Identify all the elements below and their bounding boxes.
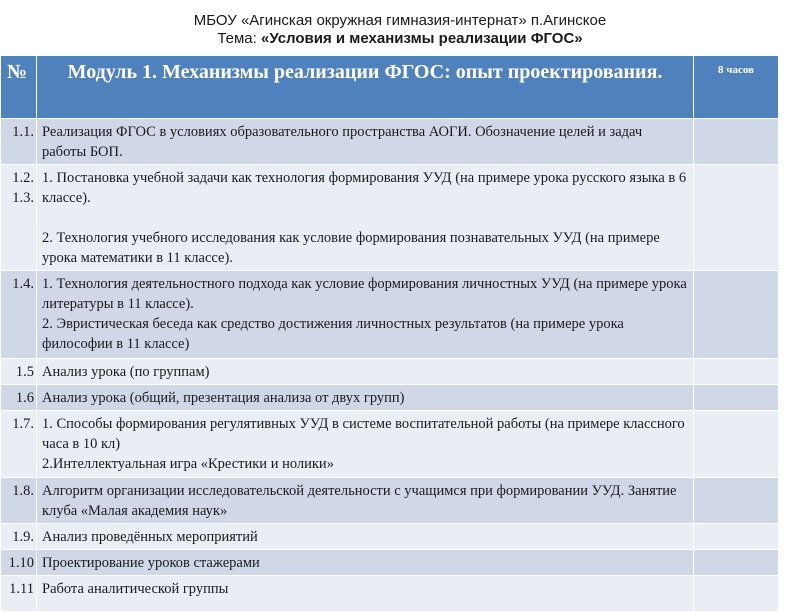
table-row xyxy=(1,550,779,576)
row-text: Реализация ФГОС в условиях образовательного пространства АОГИ. Обозначение целей и задач работы БОП. xyxy=(37,119,694,165)
row-number: 1.1. xyxy=(1,119,37,165)
table-row xyxy=(1,478,779,524)
row-text: Алгоритм организации исследовательской деятельности с учащимся при формировании УУД. Занятие клуба «Малая академия наук» xyxy=(37,478,694,524)
school-name: МБОУ «Агинская окружная гимназия-интернат» п.Агинское xyxy=(193,12,607,29)
module-table xyxy=(0,55,779,612)
row-hours xyxy=(694,478,779,524)
col-header-number: № xyxy=(1,56,37,119)
row-text: Работа аналитической группы xyxy=(37,576,694,612)
row-number: 1.7. xyxy=(1,411,37,478)
table-row xyxy=(1,524,779,550)
table-row xyxy=(1,165,779,271)
topic-title: «Условия и механизмы реализации ФГОС» xyxy=(260,30,583,47)
row-hours xyxy=(694,524,779,550)
row-number: 1.4. xyxy=(1,271,37,359)
table-header-row xyxy=(1,56,779,119)
row-text-item-1: 1. Способы формирования регулятивных УУД в системе воспитательной работы (на примере классного часа в 10 кл) xyxy=(42,416,685,452)
col-header-hours: 8 часов xyxy=(694,56,779,119)
topic-line xyxy=(0,30,800,48)
row-hours xyxy=(694,550,779,576)
row-hours xyxy=(694,359,779,385)
page-header xyxy=(0,0,800,48)
table-row xyxy=(1,576,779,612)
table-row xyxy=(1,359,779,385)
row-text-item-1: 1. Постановка учебной задачи как технология формирования УУД (на примере урока русского языка в 6 классе). xyxy=(42,170,687,206)
row-hours xyxy=(694,119,779,165)
topic-prefix: Тема: xyxy=(217,30,261,47)
row-number: 1.8. xyxy=(1,478,37,524)
row-hours xyxy=(694,385,779,411)
row-hours xyxy=(694,271,779,359)
row-text xyxy=(37,271,694,359)
row-text: Анализ проведённых мероприятий xyxy=(37,524,694,550)
table-row xyxy=(1,411,779,478)
row-number: 1.10 xyxy=(1,550,37,576)
row-text xyxy=(37,165,694,271)
row-text xyxy=(37,411,694,478)
row-number-a: 1.2. xyxy=(12,170,34,186)
row-number xyxy=(1,165,37,271)
row-text: Анализ урока (по группам) xyxy=(37,359,694,385)
row-text-item-2: 2. Технология учебного исследования как условие формирования познавательных УУД (на примере урока математики в 11 классе). xyxy=(42,230,660,266)
row-text-item-2: 2. Эвристическая беседа как средство достижения личностных результатов (на примере урока философии в 11 классе) xyxy=(42,316,624,352)
row-hours xyxy=(694,411,779,478)
row-number: 1.9. xyxy=(1,524,37,550)
row-text-gap xyxy=(42,208,689,228)
table-row xyxy=(1,385,779,411)
row-text-item-2: 2.Интеллектуальная игра «Крестики и нолики» xyxy=(42,456,334,472)
table-row xyxy=(1,119,779,165)
table-row xyxy=(1,271,779,359)
row-text: Анализ урока (общий, презентация анализа от двух групп) xyxy=(37,385,694,411)
row-hours xyxy=(694,165,779,271)
row-number: 1.11 xyxy=(1,576,37,612)
col-header-module-title: Модуль 1. Механизмы реализации ФГОС: опыт проектирования. xyxy=(37,56,694,119)
row-hours xyxy=(694,576,779,612)
row-number: 1.6 xyxy=(1,385,37,411)
row-text: Проектирование уроков стажерами xyxy=(37,550,694,576)
row-text-item-1: 1. Технология деятельностного подхода как условие формирования личностных УУД (на примере урока литературы в 11 классе). xyxy=(42,276,687,312)
row-number: 1.5 xyxy=(1,359,37,385)
row-number-b: 1.3. xyxy=(12,190,34,206)
